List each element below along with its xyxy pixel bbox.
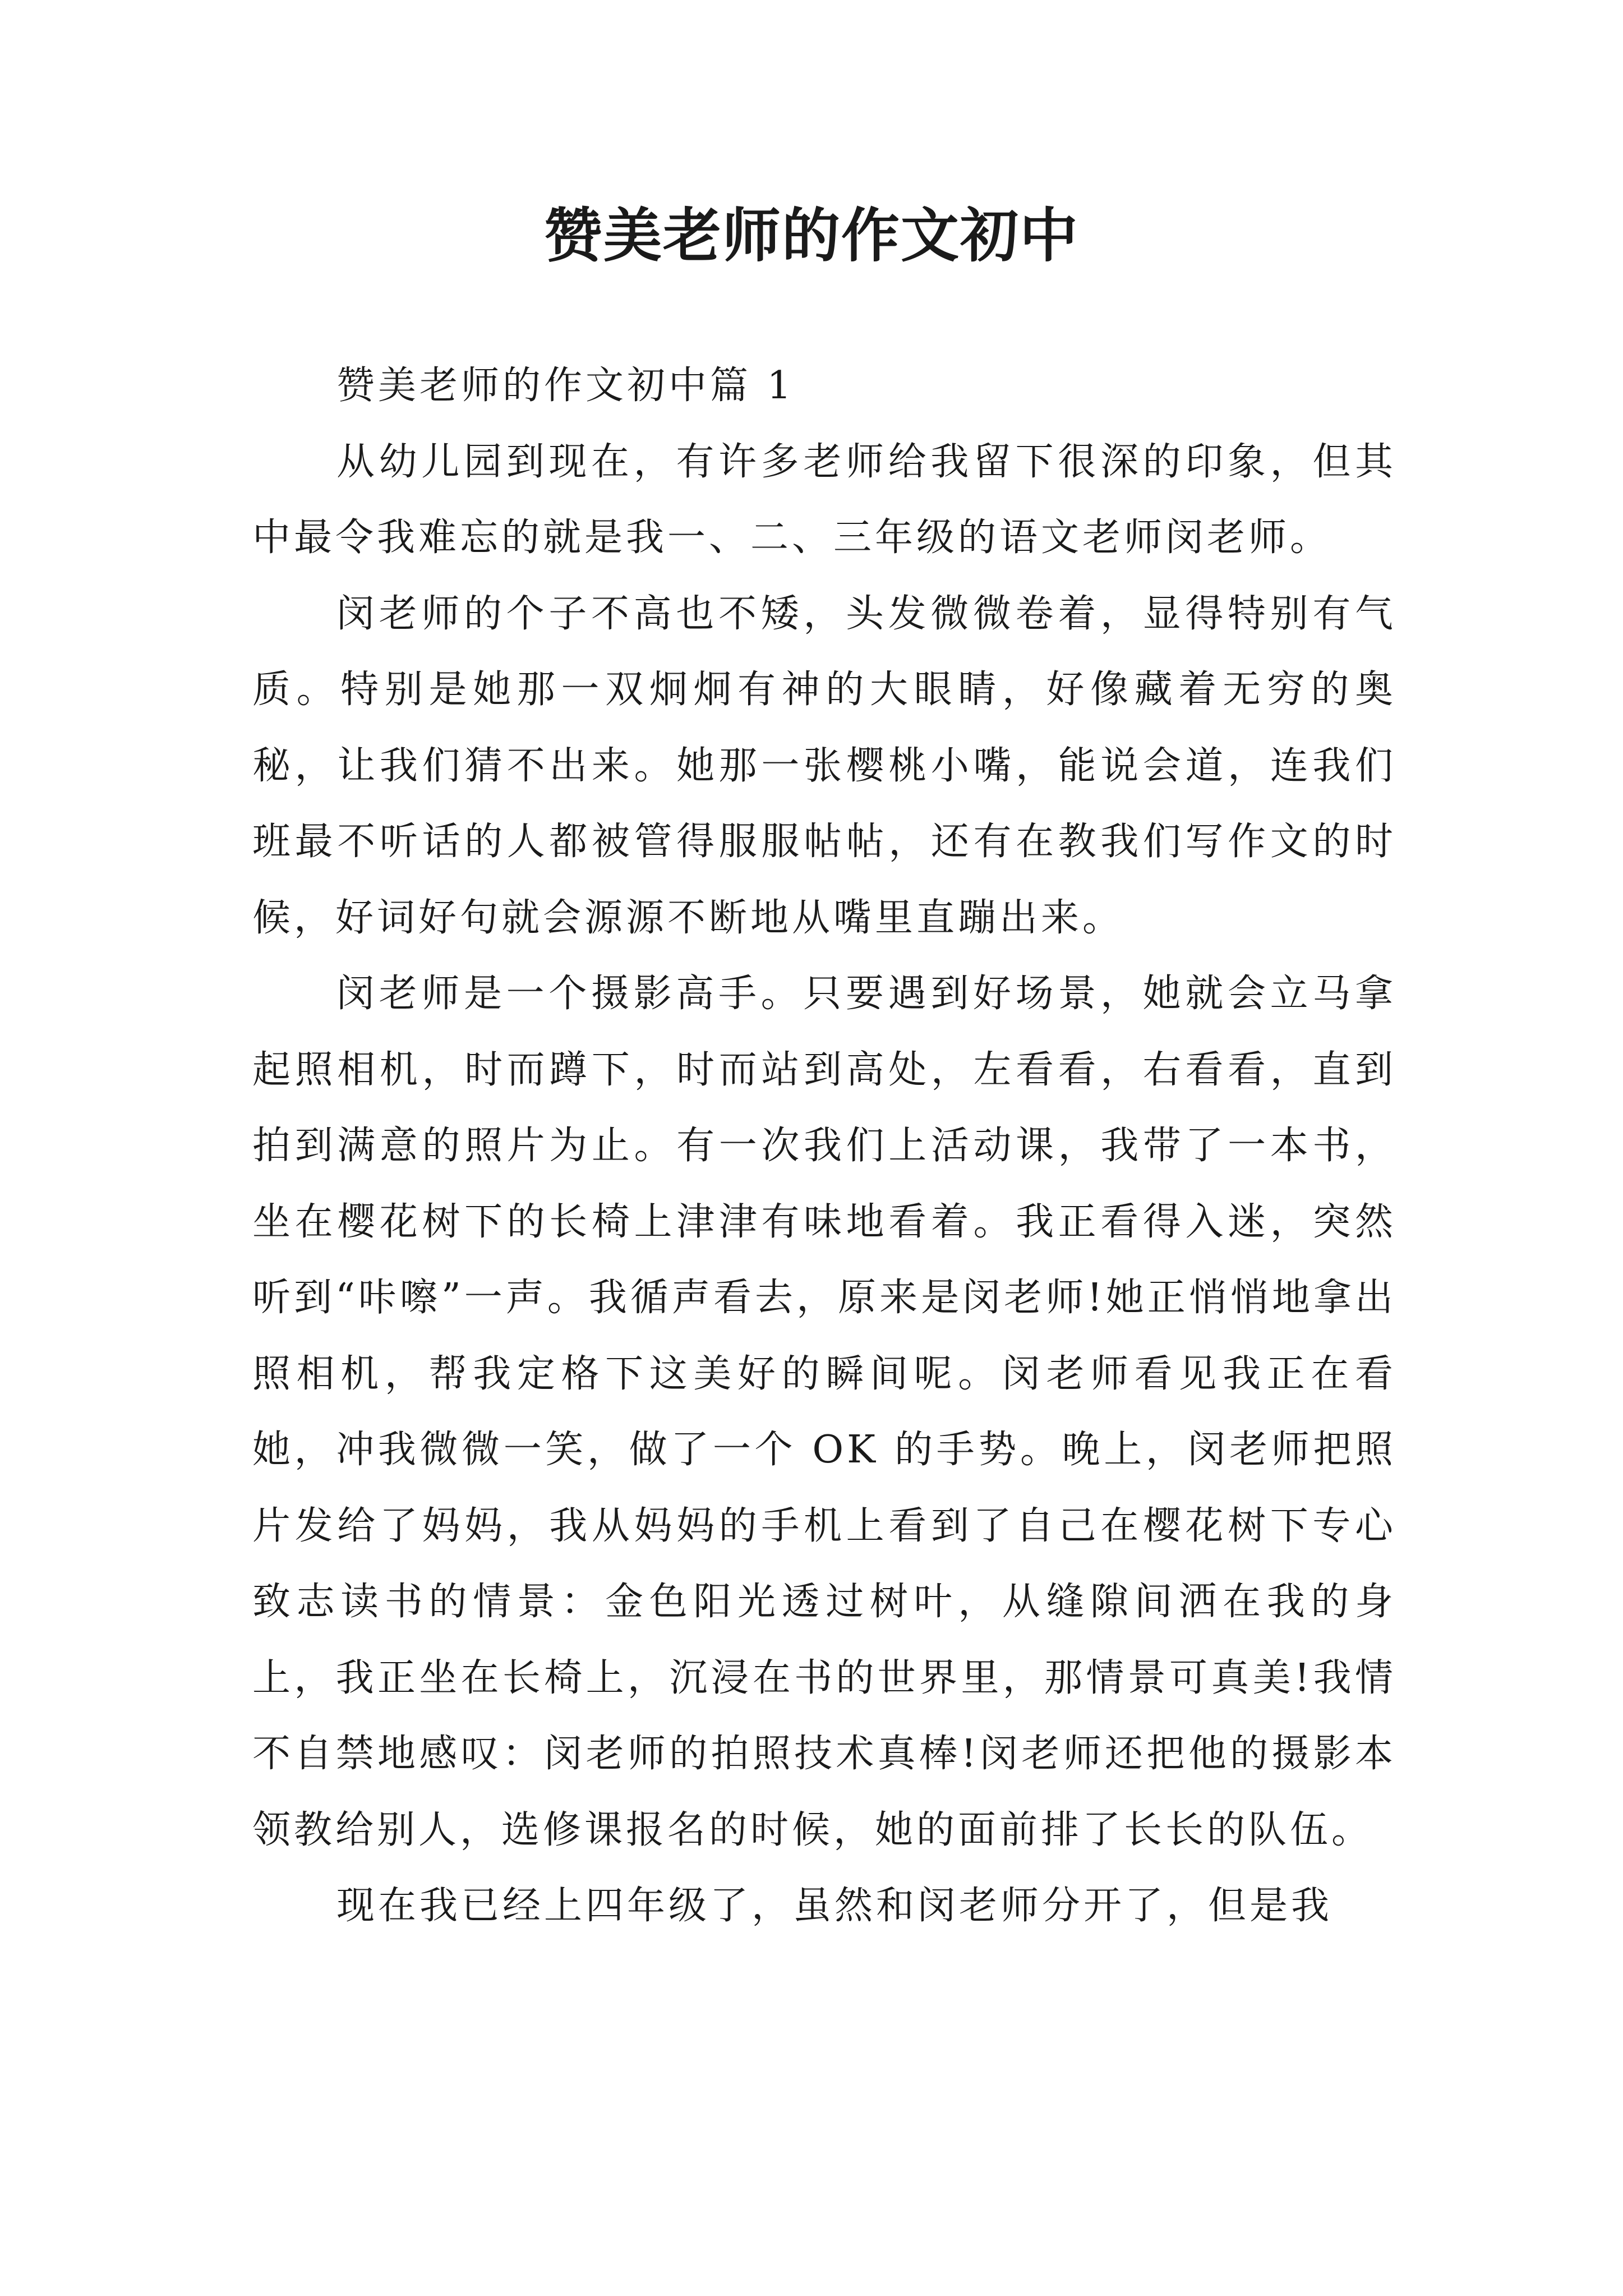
document-body	[252, 348, 1396, 1944]
paragraph: 闵老师是一个摄影高手。只要遇到好场景，她就会立马拿起照相机，时而蹲下，时而站到高处，左看看，右看看，直到拍到满意的照片为止。有一次我们上活动课，我带了一本书，坐在樱花树下的长椅上津津有味地看着。我正看得入迷，突然听到“咔嚓”一声。我循声看去，原来是闵老师!她正悄悄地拿出照相机，帮我定格下这美好的瞬间呢。闵老师看见我正在看她，冲我微微一笑，做了一个 OK 的手势。晚上，闵老师把照片发给了妈妈，我从妈妈的手机上看到了自己在樱花树下专心致志读书的情景：金色阳光透过树叶，从缝隙间洒在我的身上，我正坐在长椅上，沉浸在书的世界里，那情景可真美!我情不自禁地感叹：闵老师的拍照技术真棒!闵老师还把他的摄影本领教给别人，选修课报名的时候，她的面前排了长长的队伍。	[252, 972, 1396, 1852]
section-heading: 赞美老师的作文初中篇 1	[336, 364, 795, 408]
paragraph: 闵老师的个子不高也不矮，头发微微卷着，显得特别有气质。特别是她那一双炯炯有神的大眼睛，好像藏着无穷的奥秘，让我们猜不出来。她那一张樱桃小嘴，能说会道，连我们班最不听话的人都被管得服服帖帖，还有在教我们写作文的时候，好词好句就会源源不断地从嘴里直蹦出来。	[252, 591, 1396, 940]
document-title: 赞美老师的作文初中	[543, 201, 1079, 270]
paragraph: 从幼儿园到现在，有许多老师给我留下很深的印象，但其中最令我难忘的就是我一、二、三年级的语文老师闵老师。	[252, 439, 1396, 560]
paragraph: 现在我已经上四年级了，虽然和闵老师分开了，但是我	[336, 1884, 1333, 1928]
